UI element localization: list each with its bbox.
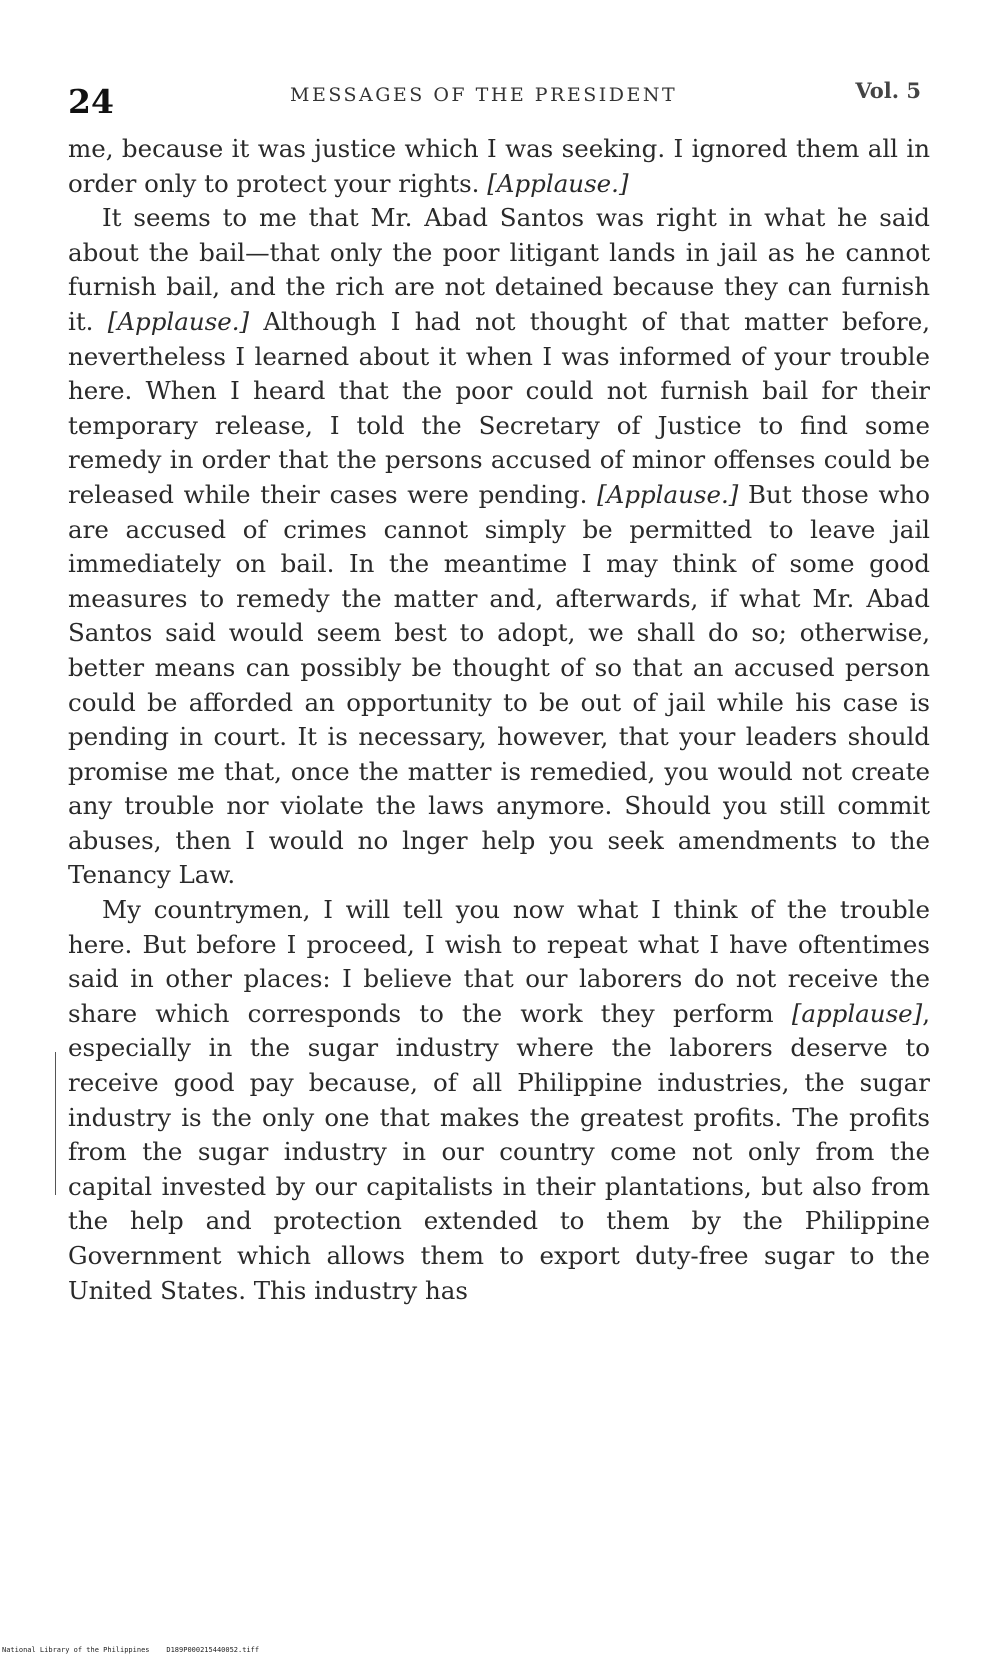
- paragraph-3-text-a: My countrymen, I will tell you now what I think of the trouble here. But before I proceed, I wish to repeat what I have oftentimes said in other places: I believe that our laborers do not receive the share which corresponds to the work they perform: [68, 895, 930, 1028]
- paragraph-2-text-b: Although I had not thought of that matter before, nevertheless I learned about it when I was informed of your trouble here. When I heard that the poor could not furnish bail for their temporary release, I told the Secretary of Justice to find some remedy in order that the persons accused of minor offenses could be released while their cases were pending.: [68, 306, 930, 509]
- running-title: MESSAGES OF THE PRESIDENT: [290, 84, 678, 106]
- page-text: [68, 132, 930, 1308]
- paragraph-2: [68, 201, 930, 893]
- applause-aside: [applause]: [791, 998, 923, 1028]
- paragraph-2-text-a: It seems to me that Mr. Abad Santos was right in what he said about the bail—that only the poor litigant lands in jail as he cannot furnish bail, and the rich are not detained because they can furnish it.: [68, 203, 930, 336]
- page-number: 24: [68, 82, 114, 121]
- margin-line-mark: [55, 1052, 56, 1195]
- footer-source: National Library of the Philippines: [2, 1646, 150, 1654]
- paragraph-2-text-c: But those who are accused of crimes cannot simply be permitted to leave jail immediately on bail. In the meantime I may think of some good measures to remedy the matter and, afterwards, if what Mr. Abad Santos said would seem best to adopt, we shall do so; otherwise, better means can possibly be thought of so that an accused person could be afforded an opportunity to be out of jail while his case is pending in court. It is necessary, however, that your leaders should promise me that, once the matter is remedied, you would not create any trouble nor violate the laws anymore. Should you still commit abuses, then I would no lnger help you seek amendments to the Tenancy Law.: [68, 479, 930, 890]
- applause-aside: [Applause.]: [487, 168, 629, 198]
- paragraph-3: [68, 893, 930, 1308]
- applause-aside: [Applause.]: [597, 479, 739, 509]
- paragraph-3-text-b: , especially in the sugar industry where the laborers deserve to receive good pay because, of all Philippine industries, the sugar industry is the only one that makes the greatest profits. The profits from the sugar industry in our country come not only from the capital invested by our capitalists in their plantations, but also from the help and protection extended to them by the Philippine Government which allows them to export duty-free sugar to the United States. This industry has: [68, 998, 930, 1305]
- volume-label: Vol. 5: [855, 78, 921, 103]
- paragraph-1: [68, 132, 930, 201]
- paragraph-1-text: me, because it was justice which I was seeking. I ignored them all in order only to protect your rights.: [68, 134, 930, 198]
- applause-aside: [Applause.]: [107, 306, 250, 336]
- footer-file-id: D189P000215440052.tiff: [166, 1646, 260, 1654]
- scan-footer: [2, 1646, 259, 1654]
